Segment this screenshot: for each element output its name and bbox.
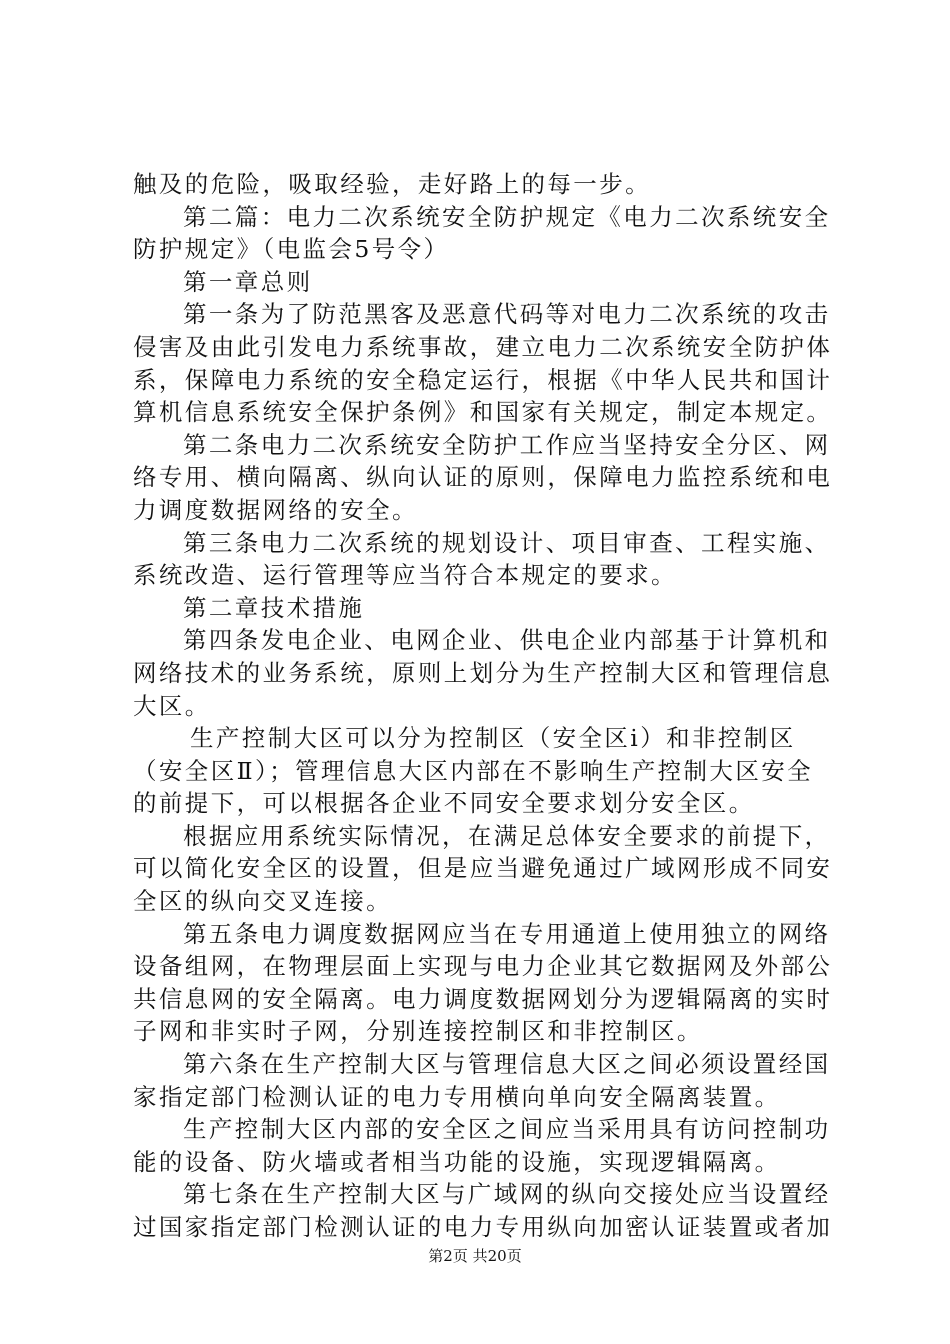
text-line: 网络技术的业务系统，原则上划分为生产控制大区和管理信息 — [133, 658, 833, 687]
text-line: 第三条电力二次系统的规划设计、项目审查、工程实施、 — [183, 528, 831, 557]
text-line: 生产控制大区可以分为控制区（安全区ⅰ）和非控制区 — [190, 724, 796, 753]
text-line: 第五条电力调度数据网应当在专用通道上使用独立的网络 — [183, 919, 831, 948]
text-line: 络专用、横向隔离、纵向认证的原则，保障电力监控系统和电 — [133, 463, 833, 492]
text-line: 根据应用系统实际情况，在满足总体安全要求的前提下， — [183, 821, 831, 850]
text-line: 第一条为了防范黑客及恶意代码等对电力二次系统的攻击 — [183, 300, 831, 329]
text-line: 触及的危险，吸取经验，走好路上的每一步。 — [133, 170, 651, 198]
text-line: 全区的纵向交叉连接。 — [133, 887, 392, 916]
text-line: 家指定部门检测认证的电力专用横向单向安全隔离装置。 — [133, 1082, 781, 1111]
text-line: 设备组网，在物理层面上实现与电力企业其它数据网及外部公 — [133, 952, 833, 981]
text-line: 侵害及由此引发电力系统事故，建立电力二次系统安全防护体 — [133, 332, 833, 361]
text-line: 第二篇：电力二次系统安全防护规定《电力二次系统安全 — [183, 202, 831, 231]
text-line: 力调度数据网络的安全。 — [133, 495, 418, 524]
text-line: 大区。 — [133, 691, 211, 720]
text-line: （安全区Ⅱ）；管理信息大区内部在不影响生产控制大区安全 — [133, 756, 814, 785]
text-line: 第二条电力二次系统安全防护工作应当坚持安全分区、网 — [183, 430, 831, 459]
text-line: 可以简化安全区的设置，但是应当避免通过广域网形成不同安 — [133, 854, 833, 883]
text-line: 防护规定》（电监会5号令） — [133, 235, 450, 264]
chapter-heading: 第二章技术措施 — [183, 593, 365, 622]
text-line: 系统改造、运行管理等应当符合本规定的要求。 — [133, 561, 677, 590]
text-line: 第六条在生产控制大区与管理信息大区之间必须设置经国 — [183, 1050, 831, 1079]
text-line: 子网和非实时子网，分别连接控制区和非控制区。 — [133, 1017, 703, 1046]
text-line: 第四条发电企业、电网企业、供电企业内部基于计算机和 — [183, 626, 831, 655]
page-number: 第2页 共20页 — [428, 1247, 522, 1265]
chapter-heading: 第一章总则 — [183, 267, 313, 296]
text-line: 的前提下，可以根据各企业不同安全要求划分安全区。 — [133, 789, 755, 818]
text-line: 生产控制大区内部的安全区之间应当采用具有访问控制功 — [183, 1115, 831, 1144]
text-line: 过国家指定部门检测认证的电力专用纵向加密认证装置或者加 — [133, 1213, 833, 1241]
text-line: 系，保障电力系统的安全稳定运行，根据《中华人民共和国计 — [133, 365, 833, 394]
text-line: 共信息网的安全隔离。电力调度数据网划分为逻辑隔离的实时 — [133, 984, 833, 1013]
text-line: 第七条在生产控制大区与广域网的纵向交接处应当设置经 — [183, 1180, 831, 1209]
text-line: 算机信息系统安全保护条例》和国家有关规定，制定本规定。 — [133, 398, 833, 427]
text-line: 能的设备、防火墙或者相当功能的设施，实现逻辑隔离。 — [133, 1147, 781, 1176]
document-body — [133, 168, 833, 1244]
